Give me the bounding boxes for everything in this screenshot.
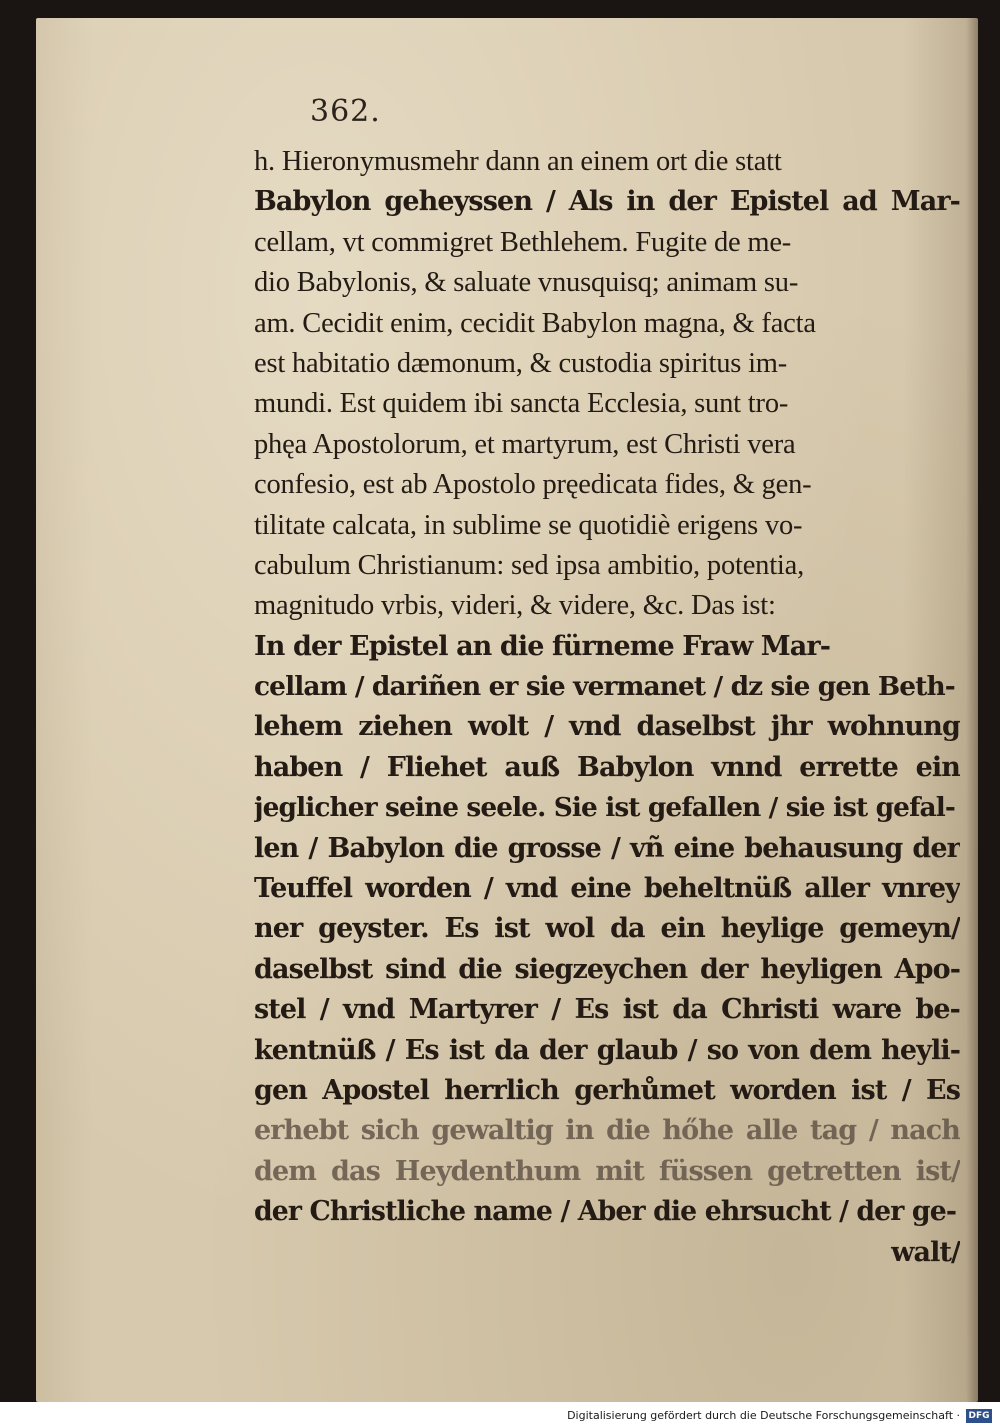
book-page [36, 18, 978, 1402]
page-shadow-edge [966, 18, 978, 1402]
text-line: kentnüß / Es ist da der glaub / so von dem heyli- [254, 1034, 960, 1066]
text-line: stel / vnd Martyrer / Es ist da Christi ware be- [254, 994, 960, 1026]
text-line: Teuffel worden / vnd eine beheltnüß aller vnrey [254, 873, 960, 905]
page-text-block [254, 142, 960, 1273]
text-line: cellam, vt commigret Bethlehem. Fugite de me- [254, 226, 792, 258]
text-line: In der Epistel an die fürneme Fraw Mar- [254, 630, 830, 662]
text-line: dem das Heydenthum mit füssen getretten ist/ [254, 1155, 960, 1187]
text-line: erhebt sich gewaltig in die hőhe alle tag / nach [254, 1115, 960, 1147]
text-line: mundi. Est quidem ibi sancta Ecclesia, sunt tro- [254, 388, 789, 420]
text-line: h. Hieronymusmehr dann an einem ort die statt [254, 146, 782, 177]
text-line: am. Cecidit enim, cecidit Babylon magna, & facta [254, 307, 816, 339]
text-line: confesio, est ab Apostolo pręedicata fides, & gen- [254, 469, 812, 501]
text-line: dio Babylonis, & saluate vnusquisq; animam su- [254, 267, 799, 299]
text-line: haben / Fliehet auß Babylon vnnd errette ein [254, 751, 960, 783]
text-line: Babylon geheyssen / Als in der Epistel ad Mar- [254, 186, 960, 218]
text-line: est habitatio dæmonum, & custodia spiritus im- [254, 347, 788, 379]
text-line: phęa Apostolorum, et martyrum, est Christi vera [254, 428, 796, 460]
text-line: cellam / dariñen er sie vermanet / dz sie gen Beth- [254, 671, 955, 703]
text-line: daselbst sind die siegzeychen der heyligen Apo- [254, 953, 960, 985]
footer-bar [0, 1402, 1000, 1428]
text-line: jeglicher seine seele. Sie ist gefallen / sie ist gefal- [254, 792, 955, 824]
text-line: ner geyster. Es ist wol da ein heylige gemeyn/ [254, 913, 960, 945]
text-line: gen Apostel herrlich gerhůmet worden ist / Es [254, 1074, 960, 1106]
funding-credit: Digitalisierung gefördert durch die Deutsche Forschungsgemeinschaft · [567, 1409, 960, 1422]
text-line: tilitate calcata, in sublime se quotidiè erigens vo- [254, 509, 803, 541]
text-line: magnitudo vrbis, videri, & videre, &c. Das ist: [254, 590, 776, 622]
text-line: len / Babylon die grosse / vñ eine behausung der [254, 832, 960, 864]
text-line: cabulum Christianum: sed ipsa ambitio, potentia, [254, 549, 805, 581]
dfg-logo: DFG [966, 1409, 992, 1423]
text-line: der Christliche name / Aber die ehrsucht / der ge- [254, 1196, 957, 1228]
text-line: walt/ [891, 1236, 960, 1268]
text-line: lehem ziehen wolt / vnd daselbst jhr wohnung [254, 711, 960, 743]
page-number: 362. [310, 94, 381, 129]
